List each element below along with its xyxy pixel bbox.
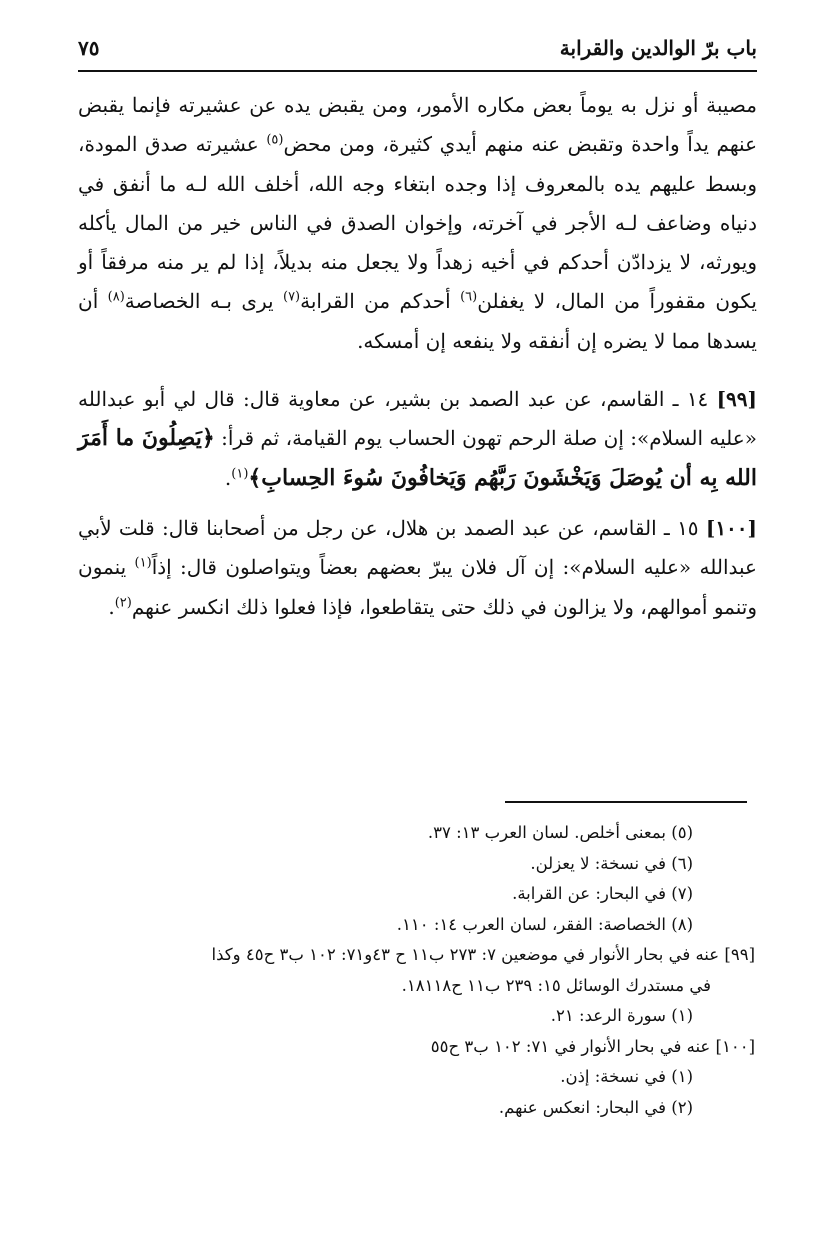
footnote-ref: (٢) [114, 594, 132, 610]
footnote: (٧) في البحار: عن القرابة. [512, 884, 693, 903]
paragraph-text: عشيرته صدق المودة، وبسط عليهم يده بالمعروف إذا وجده ابتغاء وجه الله، أخلف الله لـه ما أنفق في دنياه وضاعف لـه الأجر في آخرته، وإخوان الصدق في الناس خير من المال يأكله ويورثه، لا يزدادّن أحدكم في أخيه زهداً ولا يجعل منه بديلاً، إذا لم ير منه مرفقاً أو يكون مقفوراً من المال، لا يغفلن [78, 132, 757, 314]
paragraph-text: ينمون وتنمو أموالهم، ولا يزالون في ذلك حتى يتقاطعوا، فإذا فعلوا ذلك انكسر عنهم [78, 555, 757, 619]
footnote-ref: (١) [231, 466, 249, 482]
footnote: في مستدرك الوسائل ١٥: ٢٣٩ ب١١ ح١٨١١٨. [401, 975, 711, 995]
footnote: (١) في نسخة: إذن. [560, 1067, 693, 1086]
footnote-ref: (٧) [282, 289, 301, 305]
footnote-ref: (٥) [266, 132, 284, 148]
header-rule [78, 70, 757, 72]
paragraph-text: يرى بـه الخصاصة [124, 289, 283, 314]
quran-verse: ﴿يَصِلُونَ ما أَمَرَ الله بِه أن يُوصَلَ وَيَخْشَونَ رَبَّهُم وَيَخافُونَ سُوءَ الحِسابِ﴾ [78, 425, 757, 491]
paragraph-text: أحدكم من القرابة [300, 289, 461, 314]
hadith-number: [٩٩] [716, 387, 757, 412]
paragraph-text: . [108, 594, 115, 619]
footnote: (٦) في نسخة: لا يعزلن. [530, 853, 693, 873]
hadith-paragraph [78, 380, 757, 498]
footnotes [78, 818, 755, 1123]
paragraph-text: أن يسدها مما لا يضره إن أنفقه ولا ينفعه إن أمسكه. [78, 289, 757, 353]
hadith-paragraph [78, 509, 757, 627]
footnote: (١) سورة الرعد: ٢١. [550, 1006, 693, 1025]
page-number: ٧٥ [78, 36, 100, 60]
footnote: (٥) بمعنى أخلص. لسان العرب ١٣: ٣٧. [427, 823, 693, 842]
hadith-number: [١٠٠] [705, 515, 758, 540]
paragraph-text: ١٤ ـ القاسم، عن عبد الصمد بن بشير، عن معاوية قال: قال لي أبو عبدالله «عليه السلام»: إن صلة الرحم تهون الحساب يوم القيامة، ثم قرأ: [78, 387, 757, 451]
footnote-ref: (٦) [460, 289, 478, 305]
footnote-rule [505, 801, 747, 803]
running-title: باب برّ الوالدين والقرابة [559, 36, 757, 60]
footnote: [١٠٠] عنه في بحار الأنوار في ٧١: ١٠٢ ب٣ ح٥٥ [430, 1036, 755, 1056]
footnote: (٨) الخصاصة: الفقر، لسان العرب ١٤: ١١٠. [396, 914, 693, 934]
main-text [78, 86, 757, 641]
paragraph-text: . [224, 465, 232, 490]
footnote: [٩٩] عنه في بحار الأنوار في موضعين ٧: ٢٧٣ ب١١ ح ٤٣و٧١: ١٠٢ ب٣ ح٤٥ وكذا [211, 945, 755, 964]
paragraph-text: مصيبة أو نزل به يوماً بعض مكاره الأمور، ومن يقبض يده عن عشيرته فإنما يقبض عنهم يداً واحدة وتقبض عنه منهم أيدي كثيرة، ومن محض [78, 93, 758, 157]
paragraph-text: ١٥ ـ القاسم، عن عبد الصمد بن هلال، عن رجل من أصحابنا قال: قلت لأبي عبدالله «عليه السلام»: إن آل فلان يبرّ بعضهم بعضاً ويتواصلون قال: إذاً [78, 515, 757, 580]
footnote-ref: (١) [134, 555, 152, 571]
page-header [78, 30, 757, 66]
paragraph [78, 86, 757, 361]
footnote: (٢) في البحار: انعكس عنهم. [498, 1097, 693, 1117]
footnote-ref: (٨) [107, 289, 125, 305]
